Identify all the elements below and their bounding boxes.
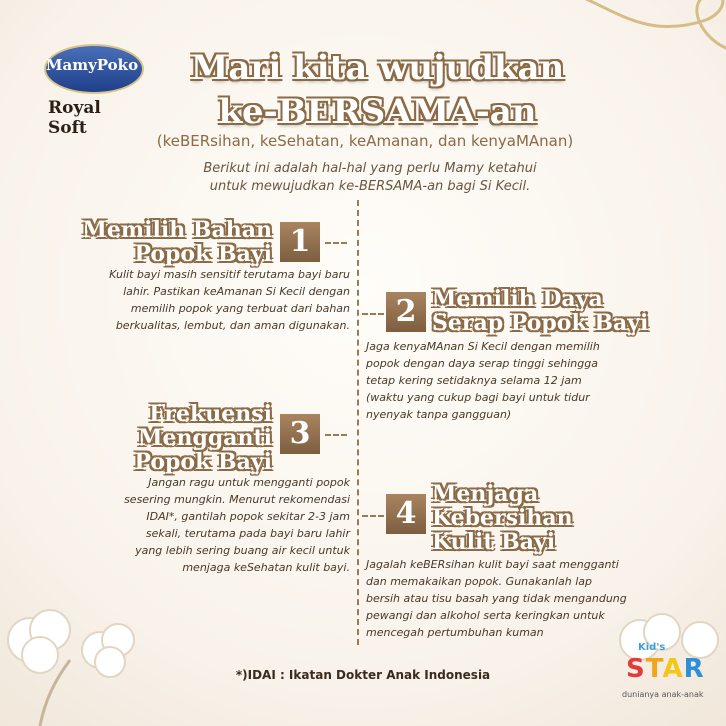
step2-head-line2: Serap Popok Bayi xyxy=(432,310,649,336)
kids-star-top: Kid's xyxy=(638,642,666,653)
step2-heading xyxy=(432,287,672,335)
page-title-line1: Mari kita wujudkan xyxy=(190,48,565,88)
step1-connector xyxy=(325,242,347,244)
step3-text-line: IDAI*, gantilah popok sekitar 2-3 jam xyxy=(146,510,350,523)
step4-head-line2: Kebersihan xyxy=(432,505,573,531)
step2-head-line1: Memilih Daya xyxy=(432,286,603,312)
intro-line1: Berikut ini adalah hal-hal yang perlu Mamy ketahui xyxy=(203,161,537,176)
cotton-flower-left-decoration xyxy=(0,600,150,726)
timeline-divider xyxy=(357,200,359,645)
royal-soft-label: Royal Soft xyxy=(48,98,101,138)
step4-text-line: Jagalah keBERsihan kulit bayi saat mengganti xyxy=(366,558,619,571)
step1-heading xyxy=(60,218,272,266)
step1-text-line: berkualitas, lembut, dan aman digunakan. xyxy=(115,319,350,332)
step2-text-line: popok dengan daya serap tinggi sehingga xyxy=(366,357,598,370)
step2-text xyxy=(366,338,666,423)
step3-text-line: yang lebih sering buang air kecil untuk xyxy=(135,544,350,557)
kids-star-main: STAR xyxy=(626,654,705,684)
step1-head-line1: Memilih Bahan xyxy=(82,217,272,243)
step1-head-line2: Popok Bayi xyxy=(134,241,272,267)
step4-text-line: pewangi dan alkohol serta keringkan untuk xyxy=(366,609,605,622)
step4-text-line: bersih atau tisu basah yang tidak mengandung xyxy=(366,592,627,605)
kids-star-logo xyxy=(616,642,716,712)
intro-text xyxy=(170,160,570,196)
step3-text-line: sekali, terutama pada bayi baru lahir xyxy=(145,527,350,540)
step4-number: 4 xyxy=(386,494,426,534)
step3-connector xyxy=(325,434,347,436)
step4-head-line1: Menjaga xyxy=(432,481,539,507)
step4-text-line: mencegah pertumbuhan kuman xyxy=(366,626,544,639)
subtitle: (keBERsihan, keSehatan, keAmanan, dan kenyaMAnan) xyxy=(156,132,574,150)
step3-text-line: sesering mungkin. Menurut rekomendasi xyxy=(124,493,350,506)
page-title-line2: ke-BERSAMA-an xyxy=(218,92,537,132)
step2-connector xyxy=(362,313,384,315)
footnote: *)IDAI : Ikatan Dokter Anak Indonesia xyxy=(235,668,491,682)
step3-head-line3: Popok Bayi xyxy=(134,449,272,475)
step2-text-line: Jaga kenyaMAnan Si Kecil dengan memilih xyxy=(366,340,600,353)
step2-text-line: (waktu yang cukup bagi bayi untuk tidur xyxy=(366,391,590,404)
step3-text-line: Jangan ragu untuk mengganti popok xyxy=(148,476,350,489)
step1-number: 1 xyxy=(280,222,320,262)
mamypoko-logo xyxy=(14,36,144,138)
step1-text-line: lahir. Pastikan keAmanan Si Kecil dengan xyxy=(123,285,350,298)
step1-text-line: Kulit bayi masih sensitif terutama bayi baru xyxy=(109,268,350,281)
logo-text: MamyPoko xyxy=(45,56,139,74)
step2-number: 2 xyxy=(386,292,426,332)
step3-number: 3 xyxy=(280,414,320,454)
step4-connector xyxy=(362,515,384,517)
step1-text xyxy=(80,266,350,334)
step1-text-line: memilih popok yang terbuat dari bahan xyxy=(130,302,350,315)
step4-text-line: dan memakaikan popok. Gunakanlah lap xyxy=(366,575,592,588)
step4-head-line3: Kulit Bayi xyxy=(432,529,556,555)
step2-text-line: nyenyak tanpa gangguan) xyxy=(366,408,512,421)
step3-head-line1: Frekuensi xyxy=(149,401,272,427)
step3-head-line2: Mengganti xyxy=(138,425,272,451)
intro-line2: untuk mewujudkan ke-BERSAMA-an bagi Si Kecil. xyxy=(209,179,531,194)
step4-heading xyxy=(432,482,632,554)
step3-text xyxy=(80,474,350,576)
step3-text-line: menjaga keSehatan kulit bayi. xyxy=(182,561,350,574)
step3-heading xyxy=(80,402,272,474)
kids-star-tagline: dunianya anak-anak xyxy=(622,690,704,699)
step2-text-line: tetap kering setidaknya selama 12 jam xyxy=(366,374,582,387)
